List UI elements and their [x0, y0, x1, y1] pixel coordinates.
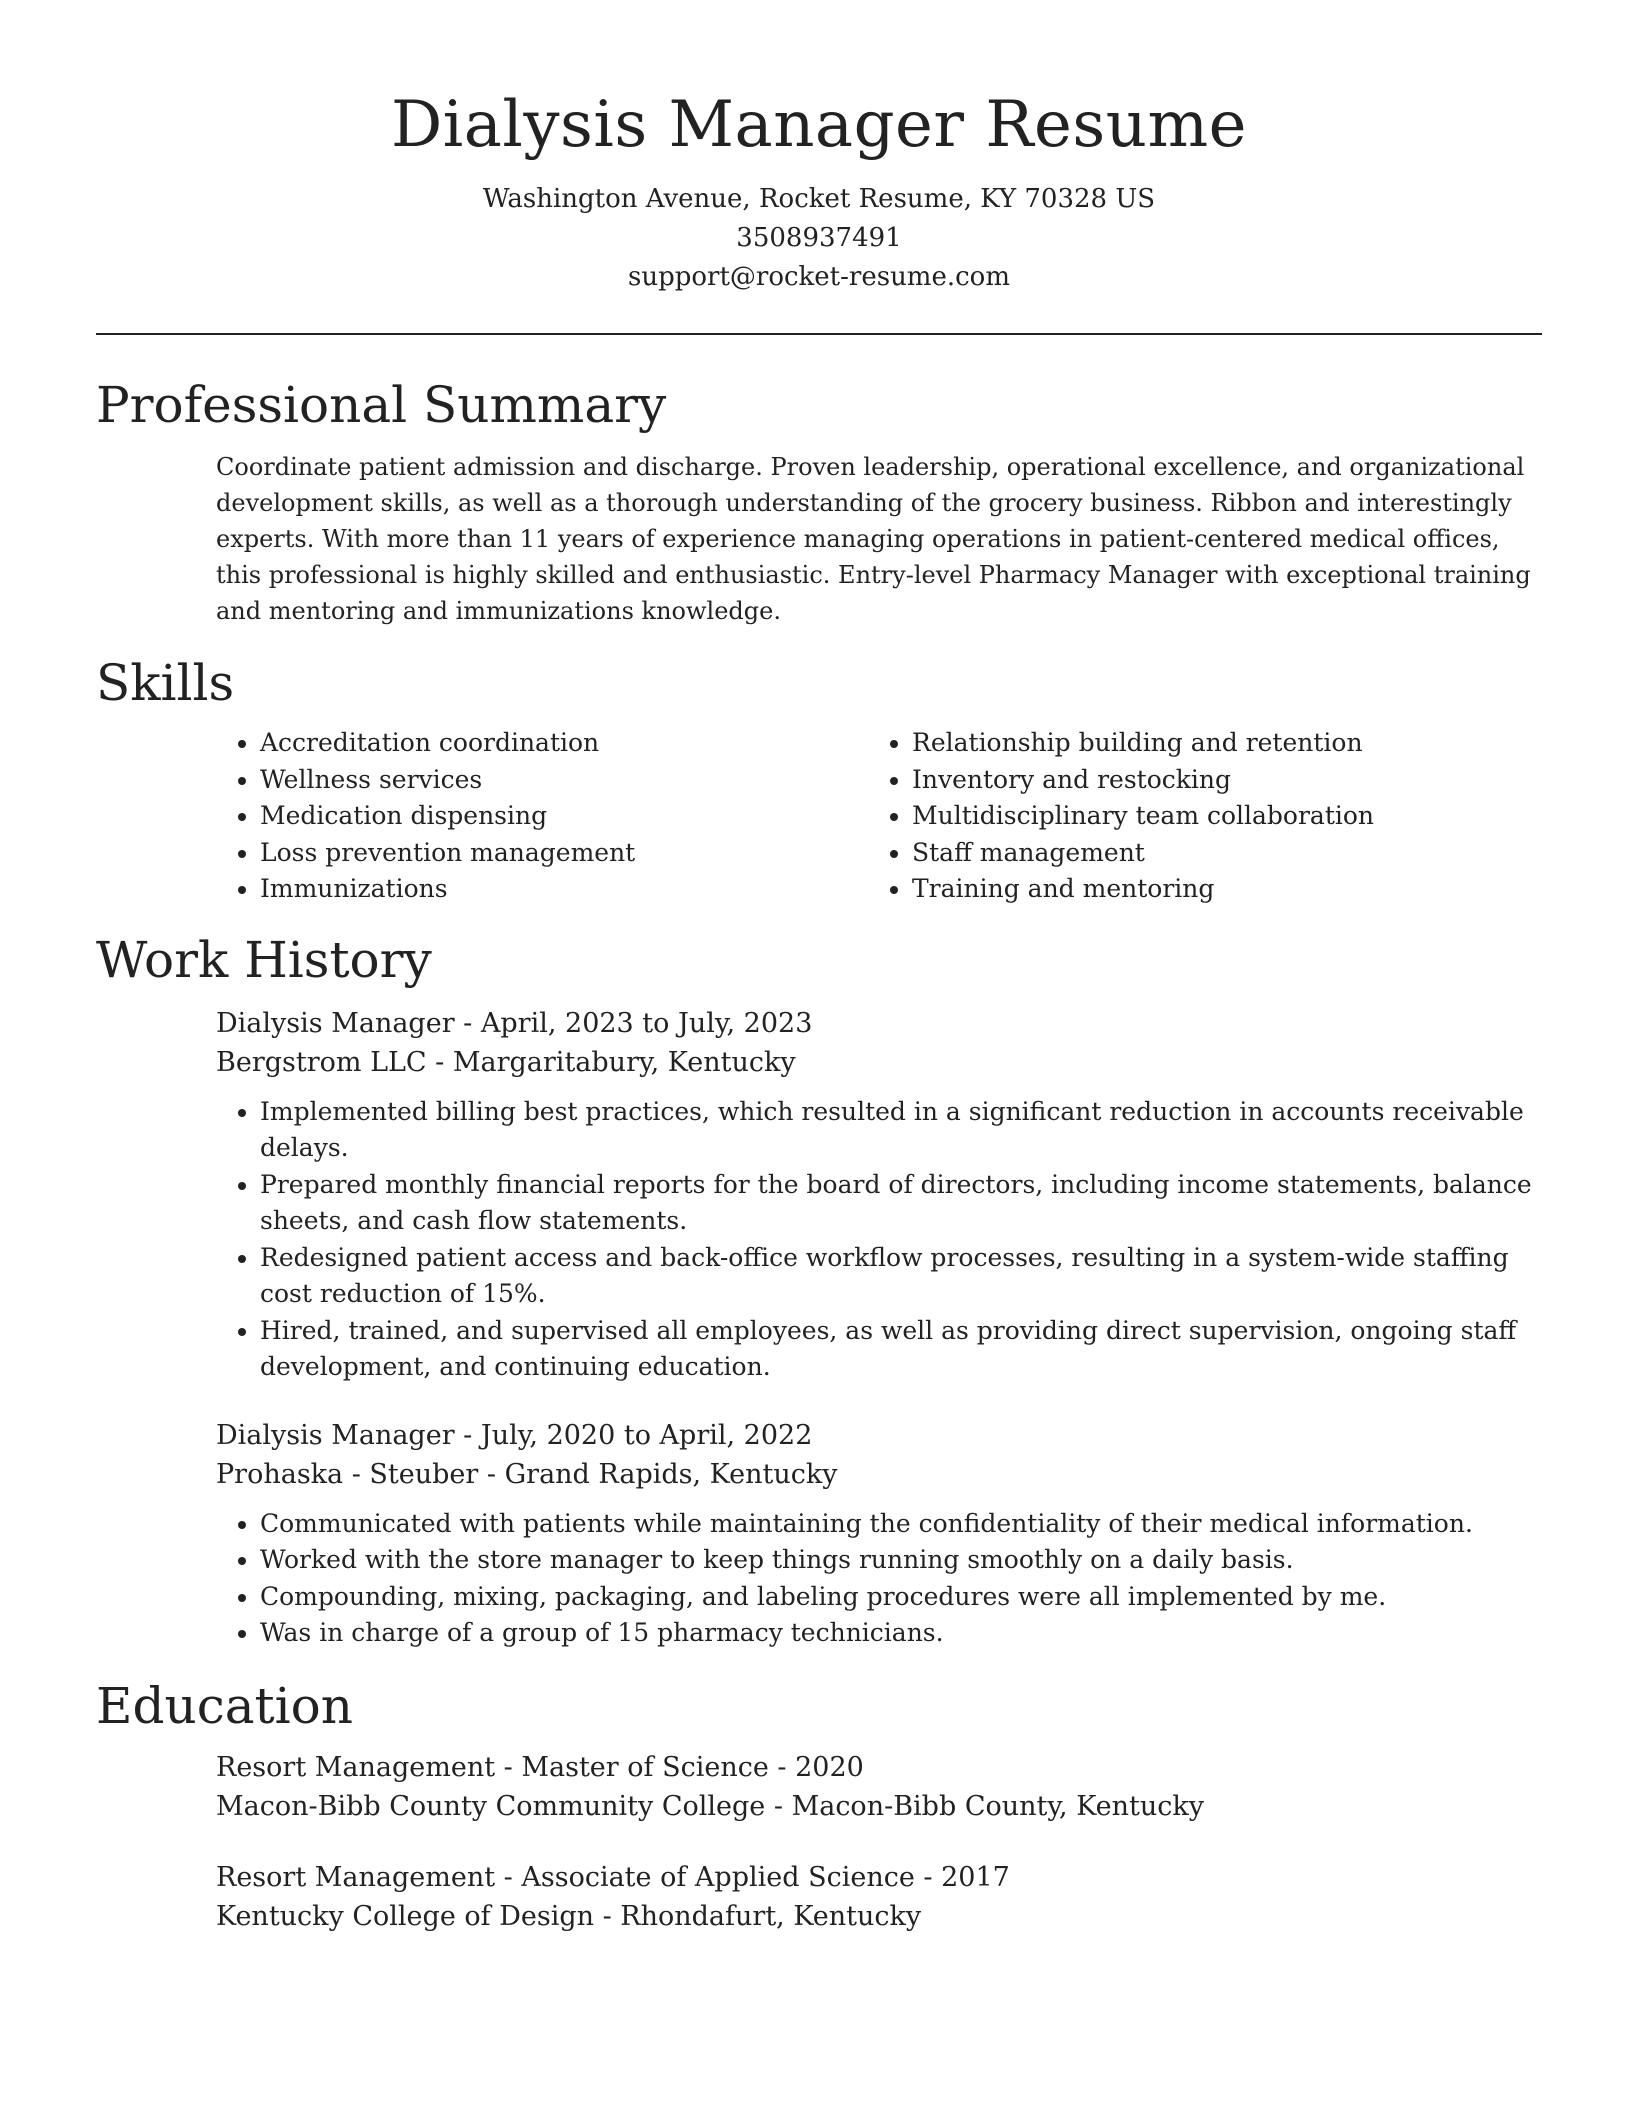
- job-bullet: • Communicated with patients while maintaining the confidentiality of their medical information.: [260, 1506, 1542, 1543]
- skill-item: • Immunizations: [260, 871, 868, 908]
- work-section: [96, 930, 1542, 1652]
- education-entry: [216, 1858, 1542, 1936]
- education-degree: Resort Management - Associate of Applied Science - 2017: [216, 1861, 1010, 1893]
- skill-item: • Staff management: [912, 835, 1468, 872]
- skill-item: • Relationship building and retention: [912, 725, 1468, 762]
- contact-info: [96, 180, 1542, 297]
- skills-list-right: [868, 725, 1468, 908]
- job-bullet: • Compounding, mixing, packaging, and labeling procedures were all implemented by me.: [260, 1579, 1542, 1616]
- skills-section: [96, 653, 1542, 908]
- job-bullets: [216, 1094, 1542, 1386]
- skill-item: • Training and mentoring: [912, 871, 1468, 908]
- education-section: [96, 1676, 1542, 1936]
- skills-heading: Skills: [96, 654, 235, 712]
- skill-item: • Wellness services: [260, 762, 868, 799]
- skill-item: • Medication dispensing: [260, 798, 868, 835]
- header-divider: [96, 333, 1542, 335]
- education-entry: [216, 1748, 1542, 1826]
- job-entry: [216, 1416, 1542, 1494]
- education-school: Kentucky College of Design - Rhondafurt, Kentucky: [216, 1900, 922, 1932]
- skills-list-left: [216, 725, 868, 908]
- summary-section: [96, 375, 1542, 629]
- work-heading: Work History: [96, 930, 432, 989]
- job-bullet: • Redesigned patient access and back-office workflow processes, resulting in a system-wide staffing cost reduction of 15%.: [260, 1240, 1542, 1313]
- skill-item: • Multidisciplinary team collaboration: [912, 798, 1468, 835]
- skill-item: • Inventory and restocking: [912, 762, 1468, 799]
- job-title: Dialysis Manager - April, 2023 to July, 2023: [216, 1007, 813, 1039]
- skill-item: • Loss prevention management: [260, 835, 868, 872]
- job-company: Bergstrom LLC - Margaritabury, Kentucky: [216, 1046, 796, 1078]
- resume-title: Dialysis Manager Resume: [390, 88, 1248, 162]
- job-bullets: [216, 1506, 1542, 1652]
- education-school: Macon-Bibb County Community College - Macon-Bibb County, Kentucky: [216, 1790, 1204, 1822]
- summary-text: Coordinate patient admission and discharge. Proven leadership, operational excellence, and organizational development skills, as well as a thorough understanding of the grocery business. Ribbon and interestingly experts. With more than 11 years of experience managing operations in patient-centered medical offices, this professional is highly skilled and enthusiastic. Entry-level Pharmacy Manager with exceptional training and mentoring and immunizations knowledge.: [216, 453, 1531, 625]
- resume-header: [96, 0, 1542, 297]
- job-entry: [216, 1004, 1542, 1082]
- job-bullet: • Hired, trained, and supervised all employees, as well as providing direct supervision, ongoing staff development, and continuing education.: [260, 1313, 1542, 1386]
- summary-heading: Professional Summary: [96, 376, 667, 434]
- contact-email: support@rocket-resume.com: [627, 262, 1010, 292]
- job-bullet: • Was in charge of a group of 15 pharmacy technicians.: [260, 1615, 1542, 1652]
- education-degree: Resort Management - Master of Science - 2020: [216, 1751, 864, 1783]
- job-bullet: • Implemented billing best practices, which resulted in a significant reduction in accounts receivable delays.: [260, 1094, 1542, 1167]
- job-bullet: • Prepared monthly financial reports for the board of directors, including income statements, balance sheets, and cash flow statements.: [260, 1167, 1542, 1240]
- contact-phone: 3508937491: [736, 223, 902, 253]
- job-bullet: • Worked with the store manager to keep things running smoothly on a daily basis.: [260, 1542, 1542, 1579]
- job-company: Prohaska - Steuber - Grand Rapids, Kentucky: [216, 1458, 838, 1490]
- contact-address: Washington Avenue, Rocket Resume, KY 70328 US: [482, 184, 1156, 214]
- job-title: Dialysis Manager - July, 2020 to April, 2022: [216, 1419, 813, 1451]
- education-heading: Education: [96, 1676, 353, 1735]
- resume-page: [96, 0, 1542, 1936]
- skill-item: • Accreditation coordination: [260, 725, 868, 762]
